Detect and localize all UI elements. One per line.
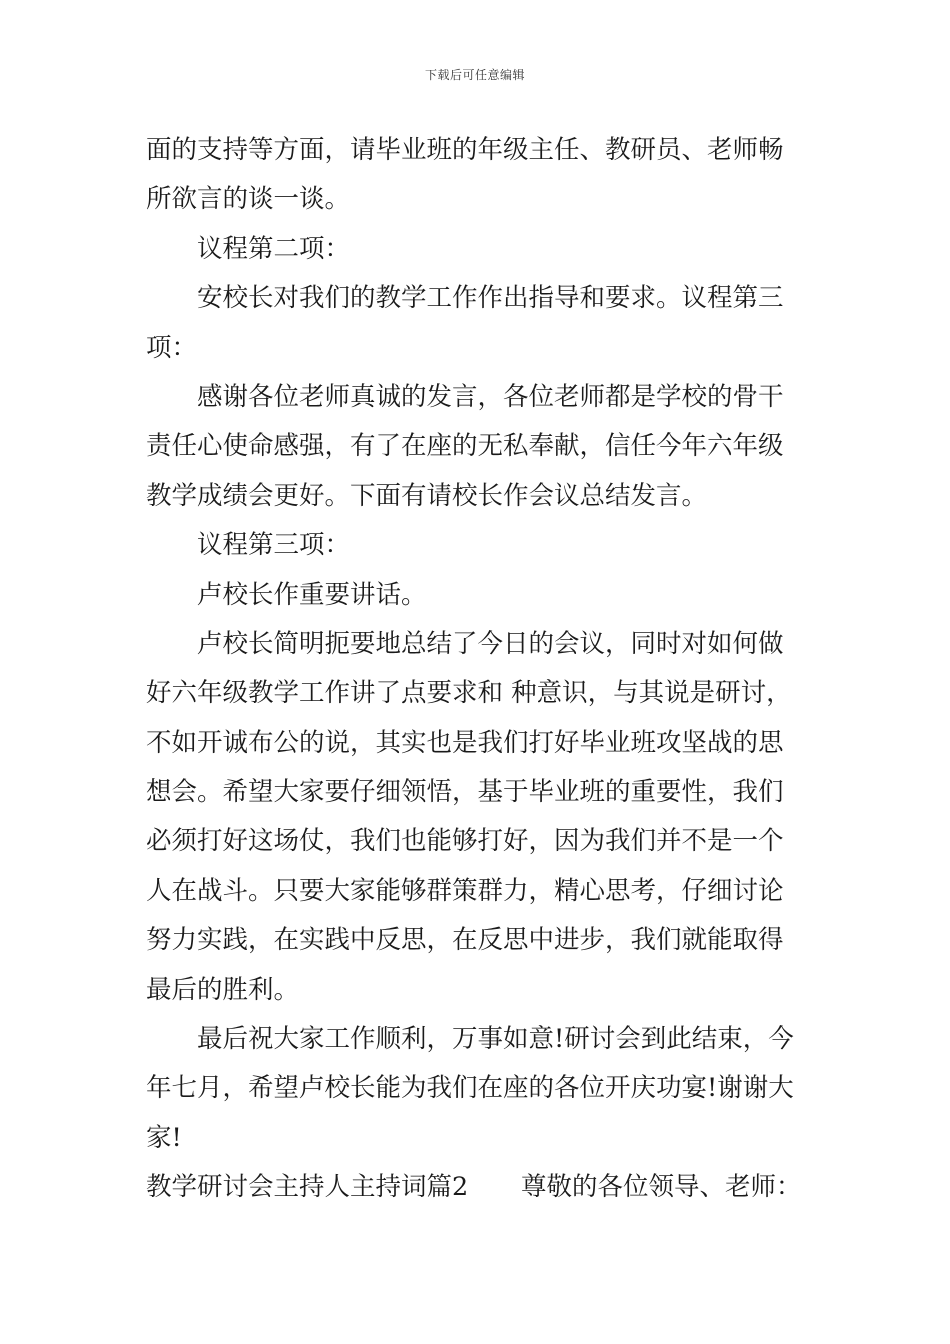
page-header: 下载后可任意编辑	[424, 68, 525, 82]
paragraph-line: 最后祝大家工作顺利，万事如意!研讨会到此结束，今	[197, 1024, 794, 1055]
paragraph-line: 卢校长简明扼要地总结了今日的会议，同时对如何做	[197, 628, 784, 659]
paragraph-line: 好六年级教学工作讲了点要求和 种意识，与其说是研讨，	[146, 678, 792, 709]
paragraph-line: 项：	[146, 332, 198, 363]
paragraph-line: 家!	[146, 1122, 182, 1153]
paragraph-line: 年七月，希望卢校长能为我们在座的各位开庆功宴!谢谢大	[146, 1073, 794, 1104]
paragraph-line: 必须打好这场仗，我们也能够打好，因为我们并不是一个	[146, 826, 784, 857]
paragraph-line: 责任心使命感强，有了在座的无私奉献，信任今年六年级	[146, 431, 784, 462]
paragraph-line: 不如开诚布公的说，其实也是我们打好毕业班攻坚战的思	[146, 727, 784, 758]
paragraph-line: 面的支持等方面，请毕业班的年级主任、教研员、老师畅	[146, 135, 784, 165]
section-title: 教学研讨会主持人主持词篇2	[146, 1172, 469, 1203]
paragraph-line: 感谢各位老师真诚的发言，各位老师都是学校的骨干	[197, 381, 784, 412]
paragraph-line: 安校长对我们的教学工作作出指导和要求。议程第三	[197, 283, 784, 314]
paragraph-line: 努力实践，在实践中反思，在反思中进步，我们就能取得	[146, 925, 784, 956]
paragraph-line: 卢校长作重要讲话。	[197, 579, 427, 610]
greeting-text: 尊敬的各位领导、老师：	[521, 1172, 802, 1203]
section-heading	[146, 1163, 808, 1212]
paragraph-line: 人在战斗。只要大家能够群策群力，精心思考，仔细讨论	[146, 875, 784, 906]
paragraph-line: 所欲言的谈一谈。	[146, 184, 351, 215]
paragraph-line: 教学成绩会更好。下面有请校长作会议总结发言。	[146, 480, 708, 511]
agenda-item-label: 议程第三项：	[197, 530, 351, 561]
agenda-item-label: 议程第二项：	[197, 233, 351, 264]
paragraph-line: 想会。希望大家要仔细领悟，基于毕业班的重要性，我们	[146, 777, 784, 808]
document-body	[146, 126, 808, 1213]
paragraph-line: 最后的胜利。	[146, 974, 300, 1005]
